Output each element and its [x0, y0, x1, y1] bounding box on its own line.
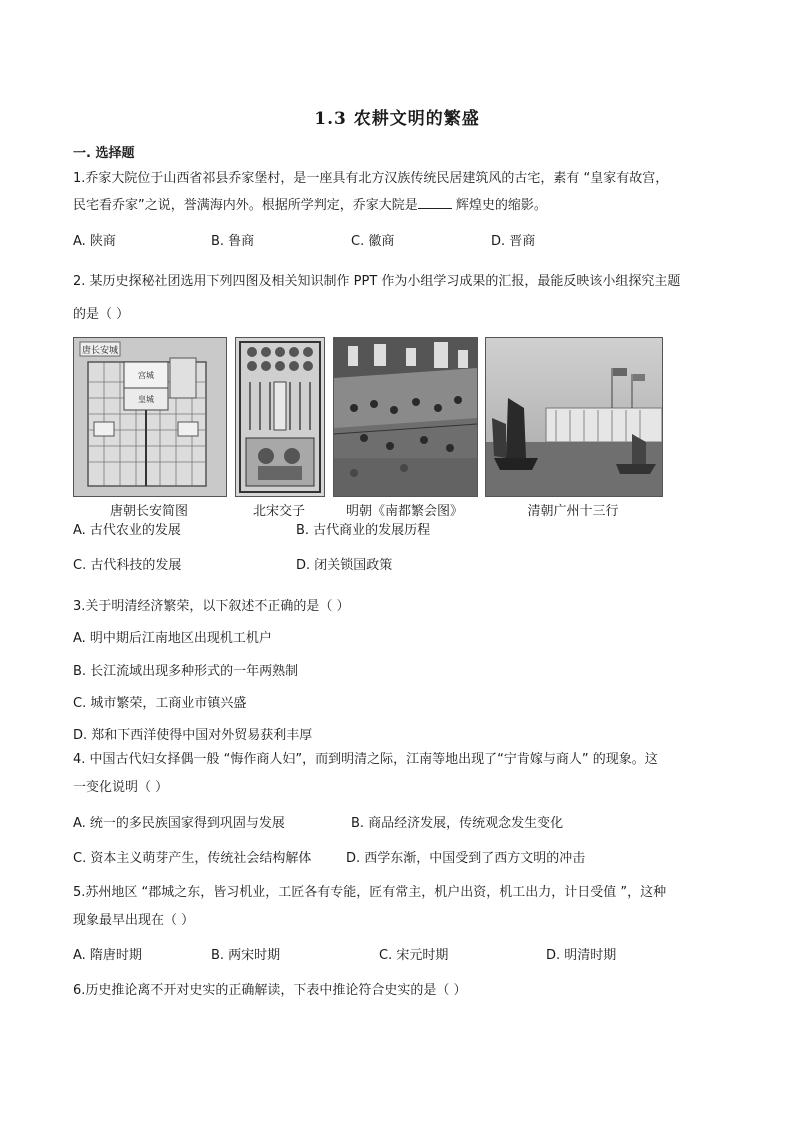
q4-stem-line1: 4. 中国古代妇女择偶一般 “悔作商人妇”，而到明清之际，江南等地出现了“宁肯嫁与商人” 的现象。这: [73, 752, 658, 767]
q5-stem-line2: 现象最早出现在（ ）: [73, 913, 195, 928]
q2-option-b: B. 古代商业的发展历程: [296, 523, 431, 538]
q2-stem-line2: 的是（ ）: [73, 307, 130, 322]
caption-nandu: 明朝《南都繁会图》: [345, 504, 463, 519]
figure-jiaozi: [235, 337, 325, 497]
section-heading: 一. 选择题: [73, 146, 135, 161]
q1-stem-text-end: 辉煌史的缩影。: [451, 198, 547, 213]
q4-stem-line2: 一变化说明（ ）: [73, 780, 169, 795]
map-title-label: 唐长安城: [81, 346, 119, 356]
caption-jiaozi: 北宋交子: [252, 504, 305, 519]
q1-option-d: D. 晋商: [491, 234, 536, 249]
page-title: 1.3 农耕文明的繁盛: [314, 109, 480, 129]
q4-option-b: B. 商品经济发展，传统观念发生变化: [351, 816, 564, 831]
q5-option-b: B. 两宋时期: [211, 948, 281, 963]
q3-option-d: D. 郑和下西洋使得中国对外贸易获利丰厚: [73, 728, 313, 743]
q2-option-a: A. 古代农业的发展: [73, 523, 181, 538]
caption-changan: 唐朝长安简图: [109, 504, 188, 519]
figure-nandu-painting: [333, 337, 478, 497]
banknote-icon: [236, 338, 324, 496]
q4-option-c: C. 资本主义萌芽产生，传统社会结构解体: [73, 851, 312, 866]
q4-option-d: D. 西学东渐，中国受到了西方文明的冲击: [346, 851, 586, 866]
q1-option-c: C. 徽商: [351, 234, 395, 249]
painting-icon: [334, 338, 477, 496]
city-map-icon: [74, 338, 226, 496]
caption-thirteen-factories: 清朝广州十三行: [527, 504, 619, 519]
map-palace-label: 宫城: [138, 371, 154, 380]
q5-stem-line1: 5.苏州地区 “郡城之东，皆习机业，工匠各有专能，匠有常主，机户出资，机工出力，计日受值 ”，这种: [73, 885, 667, 900]
harbor-icon: [486, 338, 662, 496]
q1-option-b: B. 鲁商: [211, 234, 255, 249]
q3-option-c: C. 城市繁荣，工商业市镇兴盛: [73, 696, 247, 711]
q5-option-d: D. 明清时期: [546, 948, 617, 963]
figure-changan-map: [73, 337, 227, 497]
q3-option-b: B. 长江流域出现多种形式的一年两熟制: [73, 664, 299, 679]
q5-option-c: C. 宋元时期: [379, 948, 449, 963]
q1-stem-line2: [73, 196, 547, 215]
q6-stem: 6.历史推论离不开对史实的正确解读，下表中推论符合史实的是（ ）: [73, 983, 467, 998]
q3-option-a: A. 明中期后江南地区出现机工机户: [73, 631, 272, 646]
q1-option-a: A. 陕商: [73, 234, 116, 249]
map-govt-label: 皇城: [138, 395, 154, 404]
q5-option-a: A. 隋唐时期: [73, 948, 142, 963]
figure-thirteen-factories: [485, 337, 663, 497]
answer-blank: [418, 196, 452, 209]
q4-option-a: A. 统一的多民族国家得到巩固与发展: [73, 816, 285, 831]
q3-stem: 3.关于明清经济繁荣，以下叙述不正确的是（ ）: [73, 599, 350, 614]
q2-option-d: D. 闭关锁国政策: [296, 558, 393, 573]
q2-option-c: C. 古代科技的发展: [73, 558, 182, 573]
q1-stem-text: 民宅看乔家”之说，誉满海内外。根据所学判定，乔家大院是: [73, 198, 418, 213]
q2-stem-line1: 2. 某历史探秘社团选用下列四图及相关知识制作 PPT 作为小组学习成果的汇报，最能反映该小组探究主题: [73, 274, 681, 289]
q1-stem-line1: 1.乔家大院位于山西省祁县乔家堡村，是一座具有北方汉族传统民居建筑风的古宅，素有 “皇家有故宫，: [73, 171, 669, 186]
